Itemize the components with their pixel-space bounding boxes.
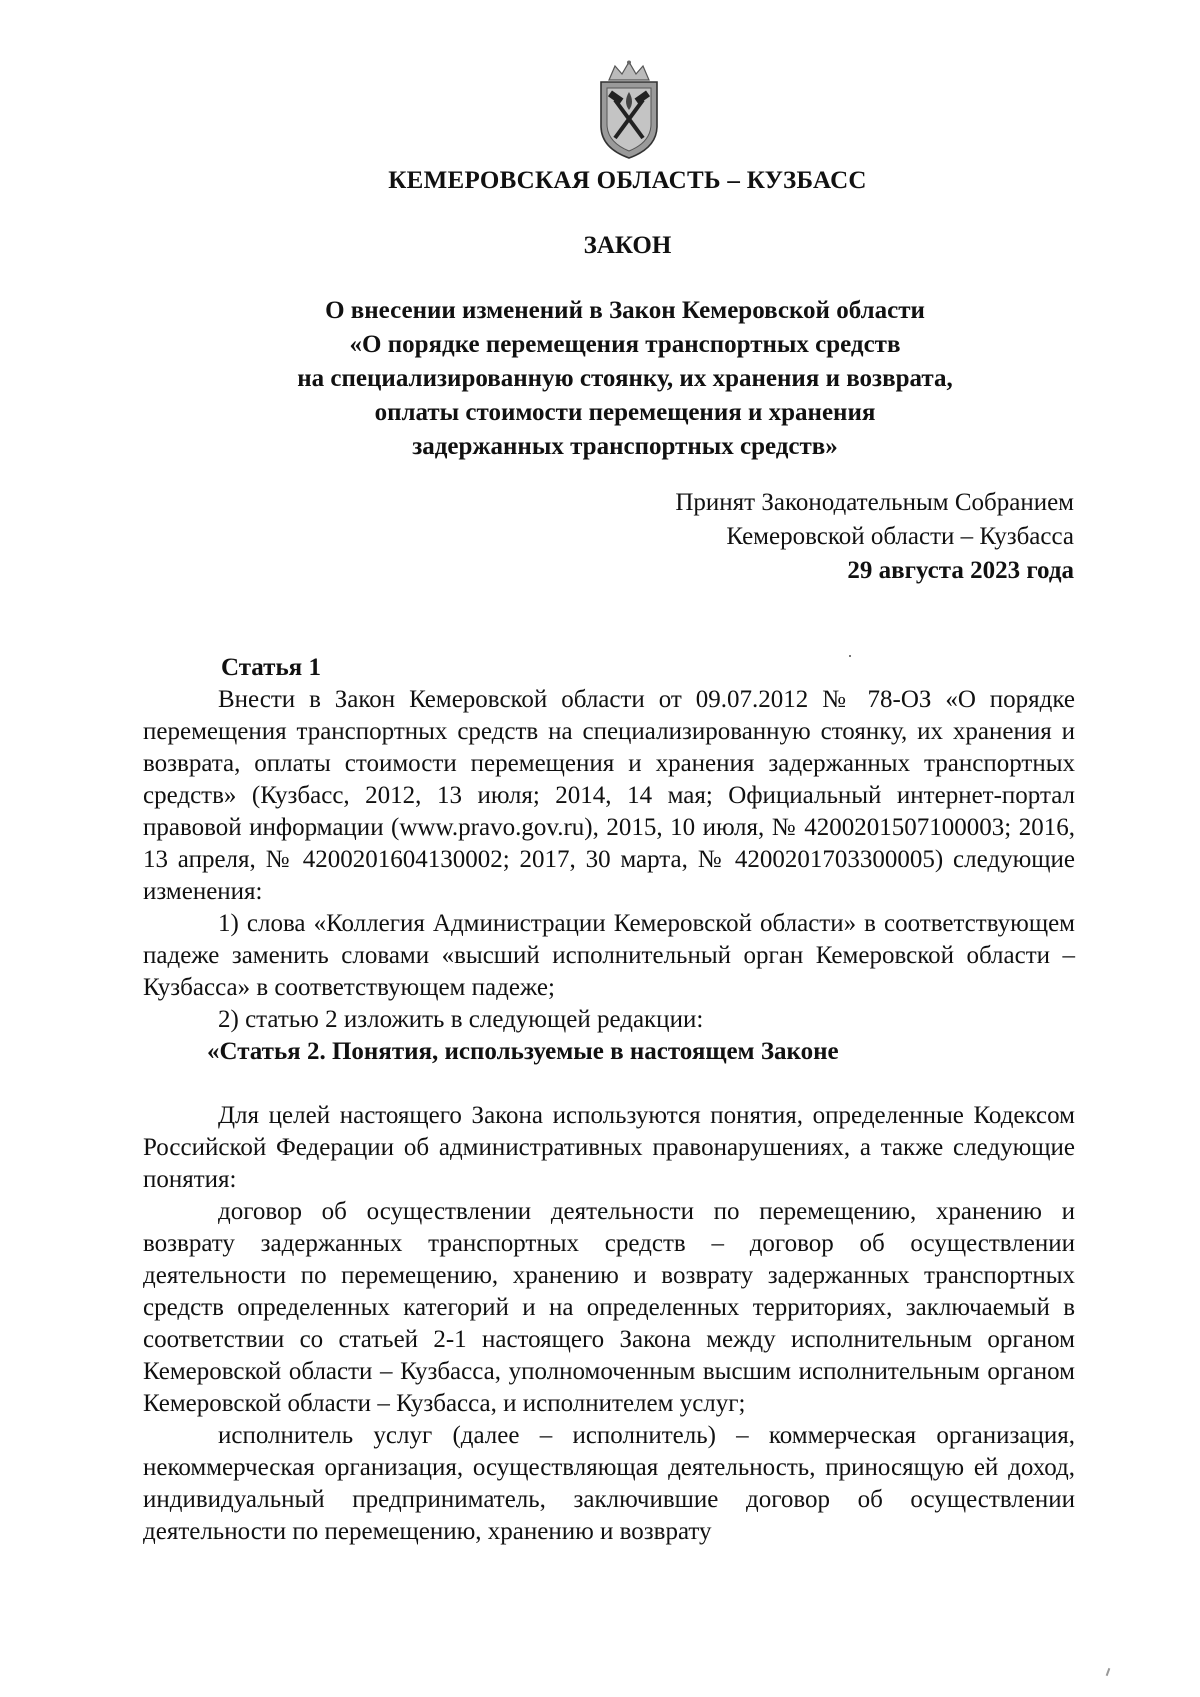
law-title-line: задержанных транспортных средств» (412, 433, 838, 460)
region-heading: КЕМЕРОВСКАЯ ОБЛАСТЬ – КУЗБАСС (388, 167, 867, 194)
adoption-region: Кемеровской области – Кузбасса (726, 523, 1074, 550)
kuzbass-coat-of-arms-icon (587, 60, 671, 160)
law-title (180, 294, 1070, 464)
article-2-paragraph-2: договор об осуществлении деятельности по перемещению, хранению и возврату задержанных транспортных средств – договор об осуществлении деятельности по перемещению, хранению и возврату задержанных транспортных средств определенных категорий и на определенных территориях, заключаемый в соответствии со статьей 2-1 настоящего Закона между исполнительным органом Кемеровской области – Кузбасса, уполномоченным высшим исполнительным органом Кемеровской области – Кузбасса, и исполнителем услуг; (143, 1198, 1075, 1417)
article-1-heading: Статья 1 (221, 654, 321, 681)
law-title-line: оплаты стоимости перемещения и хранения (374, 399, 876, 426)
law-title-line: О внесении изменений в Закон Кемеровской области (325, 297, 925, 324)
blank-line (143, 1068, 1075, 1100)
law-title-line: «О порядке перемещения транспортных средств (349, 331, 901, 358)
article-1-item-1: 1) слова «Коллегия Администрации Кемеровской области» в соответствующем падеже заменить словами «высший исполнительный орган Кемеровской области – Кузбасса» в соответствующем падеже; (143, 910, 1075, 1001)
adoption-note (675, 486, 1074, 588)
article-2-paragraph-1: Для целей настоящего Закона используются понятия, определенные Кодексом Российской Федерации об административных правонарушениях, а также следующие понятия: (143, 1102, 1075, 1193)
article-1-item-2: 2) статью 2 изложить в следующей редакции: (218, 1006, 704, 1033)
article-2-heading: «Статья 2. Понятия, используемые в настоящем Законе (207, 1038, 839, 1065)
article-2-paragraph-3: исполнитель услуг (далее – исполнитель) – коммерческая организация, некоммерческая организация, осуществляющая деятельность, приносящую ей доход, индивидуальный предприниматель, заключившие договор об осуществлении деятельности по перемещению, хранению и возврату (143, 1422, 1075, 1545)
law-title-line: на специализированную стоянку, их хранения и возврата, (297, 365, 953, 392)
article-1-intro: Внести в Закон Кемеровской области от 09.07.2012 № 78-ОЗ «О порядке перемещения транспортных средств на специализированную стоянку, их хранения и возврата, оплаты стоимости перемещения и хранения задержанных транспортных средств» (Кузбасс, 2012, 13 июля; 2014, 14 мая; Официальный интернет-портал правовой информации (www.pravo.gov.ru), 2015, 10 июля, № 4200201507100003; 2016, 13 апреля, № 4200201604130002; 2017, 30 марта, № 4200201703300005) следующие изменения: (143, 686, 1075, 905)
adoption-body: Принят Законодательным Собранием (675, 489, 1074, 516)
article-1 (143, 652, 1075, 1548)
document-type: ЗАКОН (583, 232, 672, 259)
scan-mark (1106, 1668, 1111, 1676)
adoption-date: 29 августа 2023 года (847, 557, 1074, 584)
